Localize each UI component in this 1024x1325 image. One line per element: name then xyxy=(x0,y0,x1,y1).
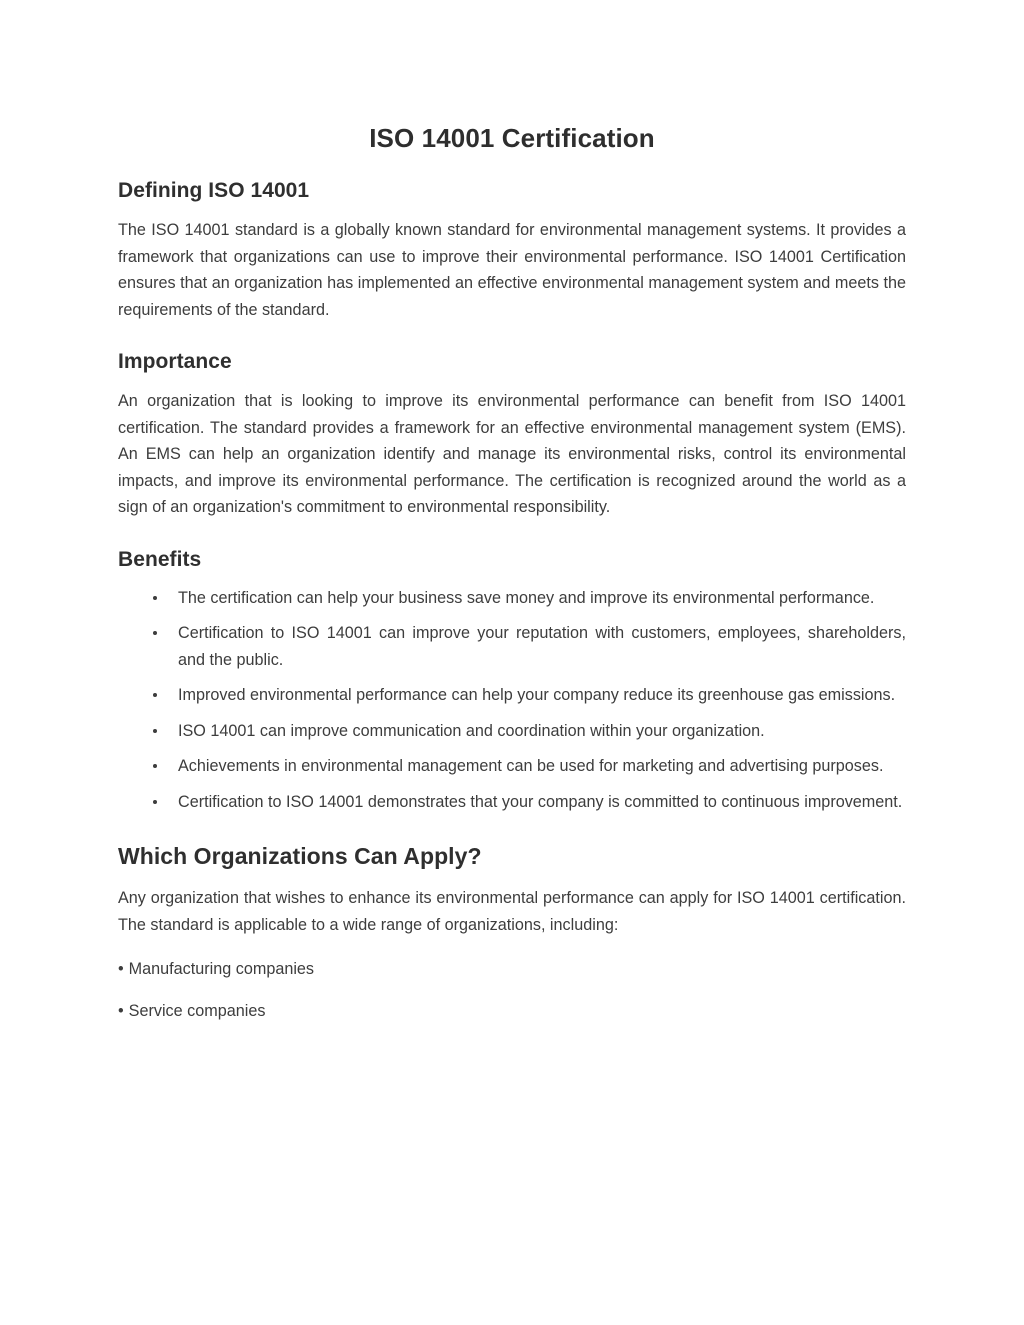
benefits-list xyxy=(118,585,906,816)
section-importance xyxy=(118,349,906,521)
bullet-dot-icon xyxy=(153,693,157,697)
list-item xyxy=(118,585,906,612)
bullet-dot-icon xyxy=(153,800,157,804)
bullet-glyph-icon: • xyxy=(118,960,124,979)
page-title: ISO 14001 Certification xyxy=(369,123,655,153)
list-item-text: ISO 14001 can improve communication and coordination within your organization. xyxy=(178,721,765,740)
applicable-organizations-list xyxy=(118,956,906,1024)
list-item-text: Achievements in environmental management can be used for marketing and advertising purposes. xyxy=(178,757,884,776)
list-item-text: The certification can help your business save money and improve its environmental performance. xyxy=(178,588,875,607)
bullet-dot-icon xyxy=(153,729,157,733)
bullet-dot-icon xyxy=(153,596,157,600)
list-item-text: Improved environmental performance can help your company reduce its greenhouse gas emissions. xyxy=(178,686,896,705)
document-content xyxy=(118,0,906,1024)
list-item-text: Manufacturing companies xyxy=(128,960,315,979)
list-item xyxy=(118,956,906,983)
section-paragraph-which-organizations-can-apply: Any organization that wishes to enhance its environmental performance can apply for ISO 14001 certification. The standard is applicable to a wide range of organizations, including: xyxy=(118,889,906,934)
section-heading-which-organizations-can-apply: Which Organizations Can Apply? xyxy=(118,843,482,870)
list-item xyxy=(118,682,906,709)
section-which-organizations-can-apply xyxy=(118,843,906,1024)
list-item-text: Certification to ISO 14001 demonstrates that your company is committed to continuous improvement. xyxy=(178,792,903,811)
section-heading-importance: Importance xyxy=(118,350,232,374)
list-item xyxy=(118,998,906,1025)
list-item-text: Certification to ISO 14001 can improve your reputation with customers, employees, shareholders, and the public. xyxy=(178,624,906,669)
section-paragraph-defining-iso-14001: The ISO 14001 standard is a globally known standard for environmental management systems. It provides a framework that organizations can use to improve their environmental performance. ISO 14001 Certification ensures that an organization has implemented an effective environmental management system and meets the requirements of the standard. xyxy=(118,221,906,319)
list-item xyxy=(118,718,906,745)
section-heading-defining-iso-14001: Defining ISO 14001 xyxy=(118,178,310,202)
bullet-dot-icon xyxy=(153,764,157,768)
bullet-dot-icon xyxy=(153,631,157,635)
section-paragraph-importance: An organization that is looking to improve its environmental performance can benefit from ISO 14001 certification. The standard provides a framework for an effective environmental management system (EMS). An EMS can help an organization identify and manage its environmental risks, control its environmental impacts, and improve its environmental performance. The certification is recognized around the world as a sign of an organization's commitment to environmental responsibility. xyxy=(118,392,906,517)
list-item-text: Service companies xyxy=(128,1001,266,1020)
list-item xyxy=(118,789,906,816)
list-item xyxy=(118,753,906,780)
section-benefits xyxy=(118,547,906,816)
section-heading-benefits: Benefits xyxy=(118,547,202,571)
list-item xyxy=(118,620,906,673)
bullet-glyph-icon: • xyxy=(118,1001,124,1020)
section-defining-iso-14001 xyxy=(118,178,906,323)
